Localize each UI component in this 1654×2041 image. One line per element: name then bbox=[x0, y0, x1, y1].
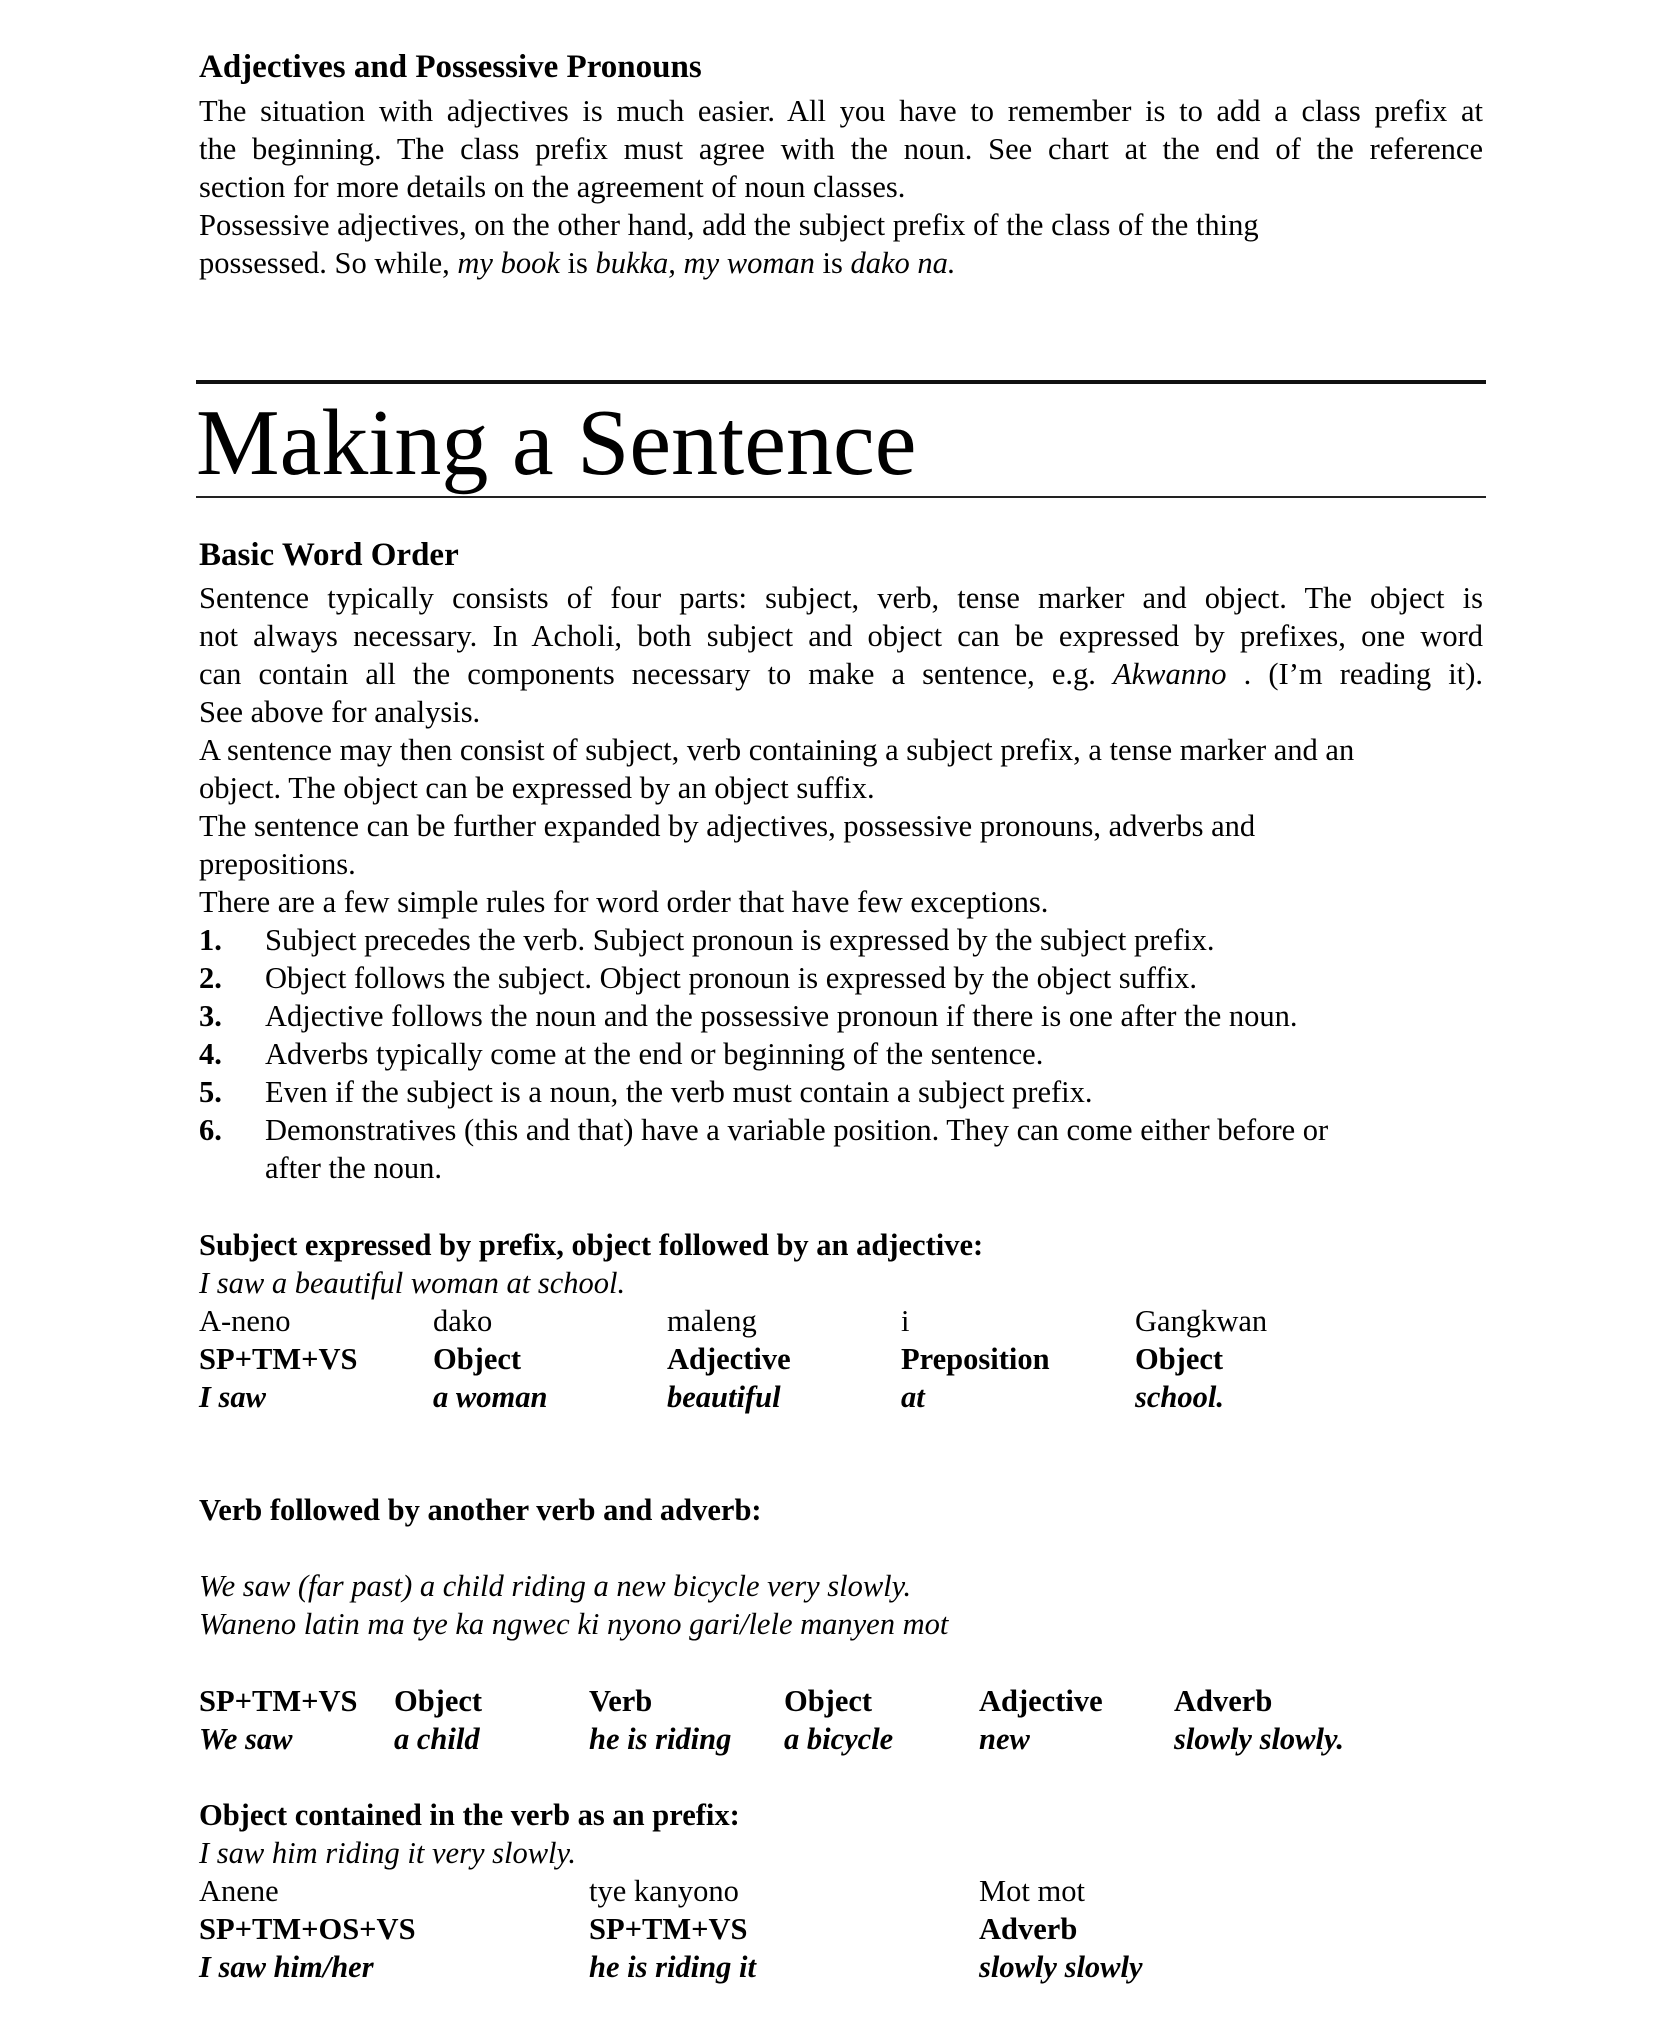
paragraph-line: The situation with adjectives is much easier. All you have to remember is to add a class prefix at bbox=[199, 94, 1483, 128]
part-label: SP+TM+VS bbox=[199, 1684, 358, 1718]
text: . (I’m reading it). bbox=[1226, 657, 1483, 691]
rule-number: 4. bbox=[199, 1037, 222, 1071]
paragraph-line: not always necessary. In Acholi, both subject and object can be expressed by prefixes, one word bbox=[199, 619, 1483, 653]
paragraph-line: the beginning. The class prefix must agree with the noun. See chart at the end of the reference bbox=[199, 132, 1483, 166]
acholi-word: Mot mot bbox=[979, 1874, 1085, 1908]
part-label: Object bbox=[394, 1684, 483, 1718]
chapter-rule-bottom bbox=[196, 496, 1486, 498]
text: possessed. So while, bbox=[199, 246, 458, 280]
paragraph-line-examples bbox=[199, 244, 956, 282]
example-sentence: I saw him riding it very slowly. bbox=[199, 1836, 577, 1870]
paragraph-line: Sentence typically consists of four parts: subject, verb, tense marker and object. The object is bbox=[199, 581, 1483, 615]
rule-number: 2. bbox=[199, 961, 222, 995]
gloss: slowly slowly bbox=[979, 1950, 1143, 1984]
part-label: Object bbox=[433, 1342, 522, 1376]
gloss: slowly slowly. bbox=[1174, 1722, 1345, 1756]
paragraph-line: See above for analysis. bbox=[199, 695, 481, 729]
rule-text: Demonstratives (this and that) have a variable position. They can come either before or bbox=[265, 1113, 1329, 1147]
gloss: a woman bbox=[433, 1380, 548, 1414]
rule-number: 3. bbox=[199, 999, 222, 1033]
example-sentence: I saw a beautiful woman at school. bbox=[199, 1266, 626, 1300]
chapter-title: Making a Sentence bbox=[196, 391, 917, 495]
text: can contain all the components necessary to make a sentence, e.g. bbox=[199, 657, 1114, 691]
part-label: Adverb bbox=[979, 1912, 1078, 1946]
rule-number: 5. bbox=[199, 1075, 222, 1109]
acholi-word: dako bbox=[433, 1304, 493, 1338]
example-heading: Subject expressed by prefix, object followed by an adjective: bbox=[199, 1228, 984, 1262]
paragraph-line bbox=[199, 655, 1483, 693]
rule-text: Subject precedes the verb. Subject pronoun is expressed by the subject prefix. bbox=[265, 923, 1215, 957]
paragraph-line: There are a few simple rules for word order that have few exceptions. bbox=[199, 885, 1049, 919]
gloss: school. bbox=[1135, 1380, 1224, 1414]
gloss: a child bbox=[394, 1722, 480, 1756]
gloss: We saw bbox=[199, 1722, 293, 1756]
example-acholi: Akwanno bbox=[1113, 657, 1227, 691]
part-label: Adjective bbox=[667, 1342, 791, 1376]
acholi-word: maleng bbox=[667, 1304, 757, 1338]
part-label: Object bbox=[1135, 1342, 1224, 1376]
paragraph-line: object. The object can be expressed by an object suffix. bbox=[199, 771, 875, 805]
gloss: I saw bbox=[199, 1380, 266, 1414]
rule-text: Even if the subject is a noun, the verb must contain a subject prefix. bbox=[265, 1075, 1093, 1109]
gloss: he is riding bbox=[589, 1722, 732, 1756]
rule-number: 6. bbox=[199, 1113, 222, 1147]
example-heading: Object contained in the verb as an prefix: bbox=[199, 1798, 740, 1832]
section-heading-adjectives: Adjectives and Possessive Pronouns bbox=[199, 49, 702, 85]
gloss: beautiful bbox=[667, 1380, 781, 1414]
gloss: new bbox=[979, 1722, 1030, 1756]
text: is bbox=[814, 246, 851, 280]
example-acholi: dako na. bbox=[850, 246, 956, 280]
gloss: at bbox=[901, 1380, 925, 1414]
rule-text-continued: after the noun. bbox=[265, 1151, 442, 1185]
gloss: a bicycle bbox=[784, 1722, 894, 1756]
part-label: SP+TM+VS bbox=[589, 1912, 748, 1946]
gloss: he is riding it bbox=[589, 1950, 756, 1984]
acholi-word: tye kanyono bbox=[589, 1874, 739, 1908]
part-label: SP+TM+VS bbox=[199, 1342, 358, 1376]
part-label: Adjective bbox=[979, 1684, 1103, 1718]
paragraph-line: Possessive adjectives, on the other hand, add the subject prefix of the class of the thing bbox=[199, 208, 1259, 242]
acholi-word: i bbox=[901, 1304, 910, 1338]
part-label: SP+TM+OS+VS bbox=[199, 1912, 416, 1946]
example-acholi: bukka, my woman bbox=[595, 246, 815, 280]
paragraph-line: The sentence can be further expanded by adjectives, possessive pronouns, adverbs and bbox=[199, 809, 1256, 843]
acholi-word: Gangkwan bbox=[1135, 1304, 1268, 1338]
example-heading: Verb followed by another verb and adverb: bbox=[199, 1493, 762, 1527]
chapter-rule-top bbox=[196, 380, 1486, 384]
part-label: Verb bbox=[589, 1684, 653, 1718]
paragraph-line: section for more details on the agreement of noun classes. bbox=[199, 170, 906, 204]
acholi-word: Anene bbox=[199, 1874, 279, 1908]
section-heading-word-order: Basic Word Order bbox=[199, 537, 459, 573]
part-label: Object bbox=[784, 1684, 873, 1718]
rule-text: Object follows the subject. Object pronoun is expressed by the object suffix. bbox=[265, 961, 1198, 995]
paragraph-line: A sentence may then consist of subject, verb containing a subject prefix, a tense marker and an bbox=[199, 733, 1355, 767]
example-sentence: We saw (far past) a child riding a new bicycle very slowly. bbox=[199, 1569, 912, 1603]
example-english: my book bbox=[457, 246, 560, 280]
rule-text: Adjective follows the noun and the possessive pronoun if there is one after the noun. bbox=[265, 999, 1298, 1033]
rule-number: 1. bbox=[199, 923, 222, 957]
part-label: Preposition bbox=[901, 1342, 1050, 1376]
text: is bbox=[559, 246, 596, 280]
acholi-word: A-neno bbox=[199, 1304, 291, 1338]
rule-text: Adverbs typically come at the end or beginning of the sentence. bbox=[265, 1037, 1044, 1071]
part-label: Adverb bbox=[1174, 1684, 1273, 1718]
gloss: I saw him/her bbox=[199, 1950, 374, 1984]
paragraph-line: prepositions. bbox=[199, 847, 356, 881]
example-acholi-sentence: Waneno latin ma tye ka ngwec ki nyono gari/lele manyen mot bbox=[199, 1607, 949, 1641]
